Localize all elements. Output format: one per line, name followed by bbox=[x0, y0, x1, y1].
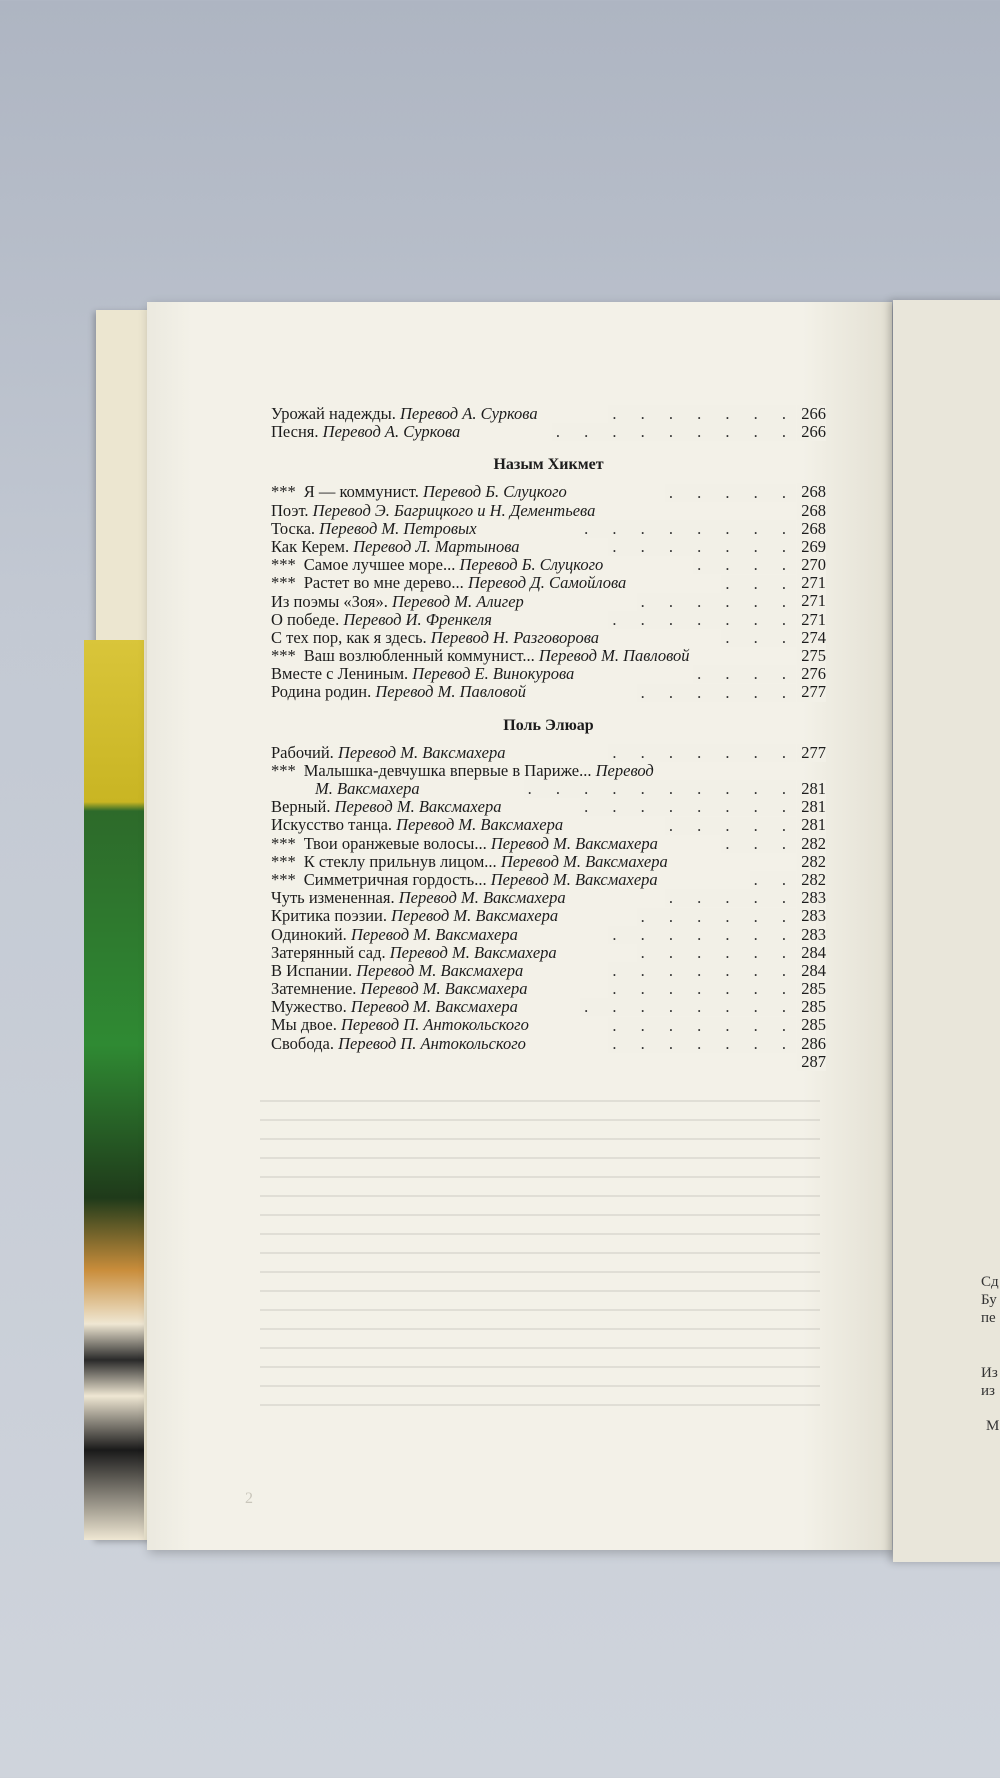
section-heading: Назым Хикмет bbox=[493, 456, 604, 474]
right-page bbox=[893, 300, 1000, 1562]
toc-entry-text bbox=[271, 556, 603, 574]
poem-title: Из поэмы «Зоя». bbox=[271, 592, 388, 611]
page-number: 271 bbox=[797, 574, 826, 592]
page-number: 285 bbox=[797, 998, 826, 1016]
toc-entry bbox=[271, 665, 826, 683]
toc-entry bbox=[271, 538, 826, 556]
poem-title: С тех пор, как я здесь. bbox=[271, 628, 427, 647]
translator-credit: Перевод Э. Багрицкого и Н. Дементьева bbox=[312, 501, 596, 520]
toc-entry bbox=[271, 483, 826, 501]
toc-entry-text bbox=[271, 520, 477, 538]
translator-credit: Перевод А. Суркова bbox=[322, 423, 461, 442]
translator-credit: Перевод М. Ваксмахера bbox=[389, 943, 557, 962]
toc-entry-text bbox=[271, 944, 557, 962]
leader-dots: . . . . . . . bbox=[608, 405, 796, 423]
asterisks-marker: *** bbox=[271, 556, 296, 575]
poem-title: Как Керем. bbox=[271, 537, 350, 556]
section-heading: Поль Элюар bbox=[503, 716, 594, 734]
leader-dots: . . . . bbox=[693, 556, 796, 574]
asterisks-marker: *** bbox=[271, 574, 296, 593]
page-number: 277 bbox=[797, 683, 826, 701]
toc-entry-text bbox=[271, 538, 520, 556]
poem-title: Песня. bbox=[271, 423, 319, 442]
poem-title: Растет во мне дерево... bbox=[303, 574, 464, 593]
toc-entry bbox=[271, 998, 826, 1016]
translator-credit: Перевод М. Павловой bbox=[375, 683, 527, 702]
leader-dots: . . . . . . . bbox=[608, 611, 796, 629]
toc-entry bbox=[271, 611, 826, 629]
right-page-fragment: М bbox=[986, 1418, 1000, 1434]
page-number: 283 bbox=[797, 889, 826, 907]
toc-entry-text bbox=[271, 574, 626, 592]
toc-entry-text bbox=[271, 1016, 529, 1034]
toc-entry-text bbox=[271, 998, 518, 1016]
page-number: 282 bbox=[797, 871, 826, 889]
toc-entry-text bbox=[271, 1035, 526, 1053]
page-number: 275 bbox=[797, 647, 826, 665]
table-of-contents bbox=[271, 405, 826, 1071]
toc-entry bbox=[271, 744, 826, 762]
poem-title: Вместе с Лениным. bbox=[271, 665, 409, 684]
leader-dots: . . . . bbox=[693, 665, 796, 683]
page-number: 271 bbox=[797, 593, 826, 611]
page-number: 284 bbox=[797, 962, 826, 980]
poem-title: Тоска. bbox=[271, 519, 316, 538]
toc-entry-text bbox=[271, 853, 668, 871]
toc-entry-text bbox=[271, 629, 599, 647]
toc-entry bbox=[271, 1016, 826, 1034]
asterisks-marker: *** bbox=[271, 483, 296, 502]
leader-dots: . . . . . bbox=[665, 484, 796, 502]
page-number: 285 bbox=[797, 980, 826, 998]
translator-credit: Перевод М. Ваксмахера bbox=[500, 852, 668, 871]
toc-entry bbox=[271, 593, 826, 611]
page-number: 282 bbox=[797, 853, 826, 871]
toc-entry-text bbox=[271, 816, 563, 834]
toc-entry bbox=[271, 816, 826, 834]
poem-title: Критика поэзии. bbox=[271, 907, 388, 926]
toc-entry-text bbox=[271, 647, 690, 665]
poem-title: Поэт. bbox=[271, 501, 309, 520]
leader-dots: . . . . . . . bbox=[608, 744, 796, 762]
toc-entry bbox=[271, 889, 826, 907]
page-number: 276 bbox=[797, 665, 826, 683]
leader-dots: . . bbox=[750, 871, 796, 889]
leader-dots: . . . . . . bbox=[637, 684, 796, 702]
translator-credit: Перевод М. Алигер bbox=[391, 592, 524, 611]
translator-credit: Перевод М. Вакcмахера bbox=[337, 743, 506, 762]
poem-title: Одинокий. bbox=[271, 925, 347, 944]
leader-dots: . . . . . . . bbox=[608, 962, 796, 980]
poem-title: Рабочий. bbox=[271, 743, 334, 762]
poem-title: Твои оранжевые волосы... bbox=[303, 834, 487, 853]
poem-title: Затерянный сад. bbox=[271, 943, 386, 962]
leader-dots: . . . . . . . . bbox=[580, 798, 796, 816]
page-number: 282 bbox=[797, 835, 826, 853]
translator-credit: Перевод М. Ваксмахера bbox=[350, 925, 518, 944]
translator-credit-continued: М. Ваксмахера bbox=[315, 779, 420, 799]
translator-credit: Перевод Н. Разговорова bbox=[430, 628, 600, 647]
poem-title: Я — коммунист. bbox=[303, 483, 419, 502]
toc-entry bbox=[271, 423, 826, 441]
page-number: 266 bbox=[797, 405, 826, 423]
poem-title: Искусство танца. bbox=[271, 816, 393, 835]
toc-entry bbox=[271, 853, 826, 871]
poem-title: Ваш возлюбленный коммунист... bbox=[303, 647, 535, 666]
page-number: 277 bbox=[797, 744, 826, 762]
page-number: 283 bbox=[797, 907, 826, 925]
poem-title: Чуть измененная. bbox=[271, 889, 395, 908]
leader-dots: . . . bbox=[721, 575, 796, 593]
poem-title: Верный. bbox=[271, 798, 331, 817]
translator-credit: Перевод А. Суркова bbox=[400, 405, 538, 423]
page-number: 285 bbox=[797, 1016, 826, 1034]
translator-credit: Перевод П. Антокольского bbox=[340, 1016, 529, 1035]
translator-credit: Перевод М. Петровых bbox=[319, 519, 477, 538]
poem-title: Затемнение. bbox=[271, 980, 357, 999]
right-page-fragment: пе bbox=[981, 1310, 996, 1326]
translator-credit: Перевод Е. Винокурова bbox=[412, 665, 575, 684]
leader-dots: . . . bbox=[721, 629, 796, 647]
leader-dots: . . . . . . . . bbox=[580, 520, 796, 538]
toc-entry-text bbox=[271, 665, 574, 683]
page-number: 268 bbox=[797, 520, 826, 538]
faint-page-number: 2 bbox=[245, 1490, 253, 1507]
translator-credit: Перевод М. Ваксмахера bbox=[350, 998, 518, 1017]
toc-entry-text bbox=[271, 762, 654, 780]
translator-credit: Перевод М. Ваксмахера bbox=[334, 798, 502, 817]
poem-title: Симметричная гордость... bbox=[303, 870, 487, 889]
translator-credit: Перевод М. Ваксмахера bbox=[360, 980, 528, 999]
leader-dots: . . . . . . bbox=[637, 944, 796, 962]
toc-entry-text bbox=[271, 980, 527, 998]
page-number: 271 bbox=[797, 611, 826, 629]
toc-entry-text bbox=[271, 744, 506, 762]
toc-entry-text bbox=[271, 502, 595, 520]
toc-entry bbox=[271, 907, 826, 925]
poem-title: Малышка-девчушка впервые в Париже... bbox=[303, 761, 592, 780]
translator-credit: Перевод М. Павловой bbox=[538, 647, 690, 666]
translator-credit: Перевод Б. Слуцкого bbox=[422, 483, 567, 502]
page-number: 281 bbox=[797, 798, 826, 816]
leader-dots: . . . . . . . bbox=[608, 538, 796, 556]
poem-title: Самое лучшее море... bbox=[303, 556, 456, 575]
page-number: 284 bbox=[797, 944, 826, 962]
toc-entry-text bbox=[271, 593, 524, 611]
asterisks-marker: *** bbox=[271, 852, 296, 871]
right-page-fragment: Бу bbox=[981, 1292, 997, 1308]
leader-dots: . . . . . . . bbox=[608, 980, 796, 998]
translator-credit: Перевод М. Ваксмахера bbox=[490, 834, 658, 853]
toc-entry bbox=[271, 574, 826, 592]
toc-entry-text bbox=[271, 683, 526, 701]
toc-entry-text bbox=[271, 835, 658, 853]
toc-entry bbox=[271, 647, 826, 665]
page-number: 268 bbox=[797, 483, 826, 501]
toc-entry-text bbox=[271, 889, 566, 907]
leader-dots: . . . . . bbox=[665, 817, 796, 835]
poem-title: В Испании. bbox=[271, 961, 353, 980]
bleed-through-text bbox=[260, 1100, 820, 1420]
asterisks-marker: *** bbox=[271, 870, 296, 889]
asterisks-marker: *** bbox=[271, 834, 296, 853]
toc-entry bbox=[271, 798, 826, 816]
leader-dots: . . . . . . . bbox=[608, 1035, 796, 1053]
toc-entry bbox=[271, 1053, 826, 1071]
poem-title: О победе. bbox=[271, 610, 340, 629]
leader-dots: . . . . . . . bbox=[608, 1017, 796, 1035]
right-page-fragment: Из bbox=[981, 1365, 998, 1381]
leader-dots: . . . . . . . bbox=[608, 926, 796, 944]
translator-credit: Перевод М. Ваксмахера bbox=[398, 889, 566, 908]
toc-entry bbox=[271, 1035, 826, 1053]
toc-entry-text bbox=[271, 871, 658, 889]
poem-title: Урожай надежды. bbox=[271, 405, 396, 423]
toc-entry bbox=[271, 762, 826, 798]
translator-credit: Перевод М. Ваксмахера bbox=[490, 870, 658, 889]
page-number: 266 bbox=[797, 423, 826, 441]
page-number: 269 bbox=[797, 538, 826, 556]
poem-title: Мы двое. bbox=[271, 1016, 337, 1035]
toc-entry bbox=[271, 980, 826, 998]
toc-entry bbox=[271, 556, 826, 574]
translator-credit: Перевод Д. Самойлова bbox=[467, 574, 627, 593]
translator-credit: Перевод М. Ваксмахера bbox=[391, 907, 559, 926]
page-number: 283 bbox=[797, 926, 826, 944]
page-number: 274 bbox=[797, 629, 826, 647]
toc-entry bbox=[271, 944, 826, 962]
poem-title: Свобода. bbox=[271, 1034, 334, 1053]
translator-credit: Перевод П. Антокольского bbox=[338, 1034, 526, 1053]
page-number: 268 bbox=[797, 502, 826, 520]
poem-title: Мужество. bbox=[271, 998, 347, 1017]
toc-entry bbox=[271, 629, 826, 647]
toc-entry-text bbox=[271, 962, 523, 980]
toc-entry bbox=[271, 520, 826, 538]
leader-dots: . . . bbox=[721, 835, 796, 853]
translator-credit: Перевод Б. Слуцкого bbox=[459, 556, 604, 575]
right-page-fragment: Сд bbox=[981, 1274, 999, 1290]
toc-entry-text bbox=[271, 798, 502, 816]
toc-entry-text bbox=[271, 926, 518, 944]
page-number: 281 bbox=[797, 816, 826, 834]
asterisks-marker: *** bbox=[271, 761, 296, 780]
toc-entry-text bbox=[271, 483, 567, 501]
asterisks-marker: *** bbox=[271, 647, 296, 666]
toc-entry-text bbox=[271, 423, 460, 441]
translator-credit: Перевод М. Ваксмахера bbox=[356, 961, 524, 980]
toc-entry bbox=[271, 926, 826, 944]
toc-entry bbox=[271, 871, 826, 889]
leader-dots: . . . . . . bbox=[637, 908, 796, 926]
toc-entry-text bbox=[271, 611, 492, 629]
page-number: 281 bbox=[797, 780, 826, 798]
translator-credit: Перевод bbox=[595, 761, 654, 780]
translator-credit: Перевод И. Френкеля bbox=[343, 610, 492, 629]
translator-credit: Перевод Л. Мартынова bbox=[353, 537, 520, 556]
poem-title: Родина родин. bbox=[271, 683, 372, 702]
leader-dots: . . . . . bbox=[665, 889, 796, 907]
toc-entry bbox=[271, 683, 826, 701]
cover-illustration-edge bbox=[84, 640, 144, 1540]
leader-dots: . . . . . . . . . bbox=[552, 423, 796, 441]
toc-entry bbox=[271, 502, 826, 520]
toc-entry bbox=[271, 962, 826, 980]
leader-dots: . . . . . . bbox=[637, 593, 796, 611]
page-number: 287 bbox=[797, 1053, 826, 1071]
toc-entry-text bbox=[271, 405, 538, 423]
page-number: 270 bbox=[797, 556, 826, 574]
page-number: 286 bbox=[797, 1035, 826, 1053]
toc-entry-text bbox=[271, 907, 558, 925]
right-page-fragment: из bbox=[981, 1383, 995, 1399]
toc-entry bbox=[271, 405, 826, 423]
leader-dots: . . . . . . . . . . bbox=[524, 780, 796, 798]
leader-dots: . . . . . . . . bbox=[580, 998, 796, 1016]
translator-credit: Перевод М. Ваксмахера bbox=[396, 816, 564, 835]
toc-entry bbox=[271, 835, 826, 853]
poem-title: К стеклу прильнув лицом... bbox=[303, 852, 497, 871]
